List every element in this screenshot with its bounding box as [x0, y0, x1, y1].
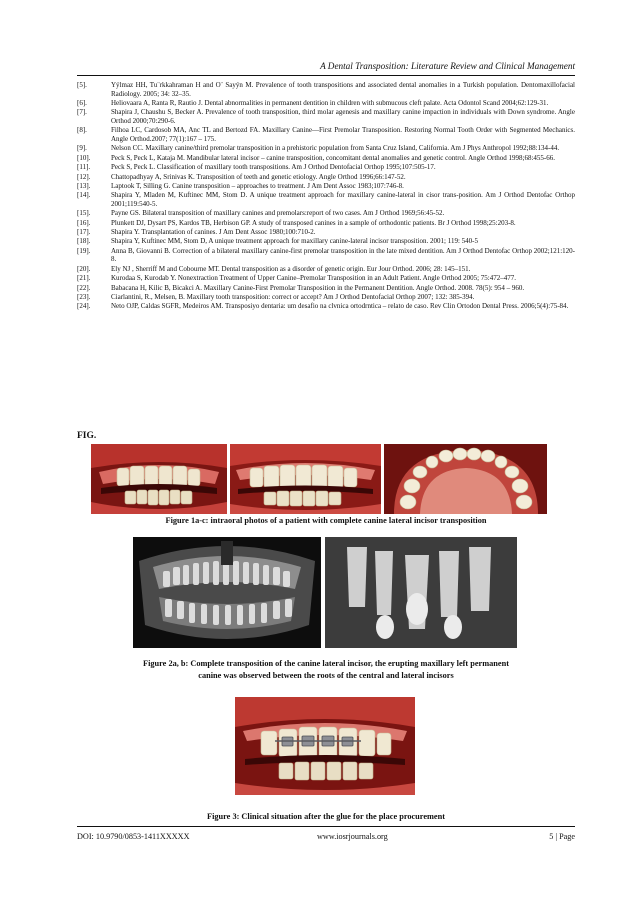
reference-number: [12]. — [77, 172, 91, 181]
footer-doi: DOI: 10.9790/0853-1411XXXXX — [77, 832, 190, 841]
figures-heading: FIG. — [77, 431, 97, 441]
reference-number: [19]. — [77, 246, 91, 255]
reference-item — [77, 108, 575, 125]
figure-1-caption: Figure 1a-c: intraoral photos of a patient with complete canine lateral incisor transposition — [165, 516, 487, 525]
reference-text: Ely NJ , Sherriff M and Cobourne MT. Dental transposition as a disorder of genetic origin. Eur Jour Orthod. 2006; 28: 145–151. — [111, 264, 471, 273]
reference-item — [77, 154, 575, 163]
footer-page-number: 5 | Page — [549, 832, 575, 841]
reference-item — [77, 182, 575, 191]
reference-number: [21]. — [77, 274, 91, 283]
reference-text: Shapira Y, Kuftinec MM, Stom D, A unique treatment approach for maxillary canine-lateral incisor transposition. 2001; 119: 540-5 — [111, 237, 478, 246]
reference-item — [77, 265, 575, 274]
reference-text: Filhoa LC, Cardosob MA, Anc TL and Bertozd FA. Maxillary Canine—First Premolar Transposition. Restoring Normal Tooth Order with Segmented Mechanics. Angle Orthod.2007; 77(1):167 – 175. — [111, 126, 575, 143]
figure-2a-panoramic-xray — [133, 537, 321, 648]
reference-item — [77, 247, 575, 264]
reference-item — [77, 99, 575, 108]
reference-text: Shapira Y, Mladen M, Kuftinec MM, Stom D. A unique treatment approach for maxillary canine-lateral in cisor trans-position. Am J Orthod Dentofac Orthop 2001;119:540-5. — [111, 191, 575, 208]
reference-item — [77, 302, 575, 311]
reference-list — [77, 81, 575, 312]
reference-text: Neto OJP, Caldas SGFR, Medeiros AM. Transposiyo dentaria: um desafio na clvnica ortodrntica – relato de caso. Rev Clin Ortodon Dental Press. 2006;5(4):75-84. — [111, 302, 569, 311]
reference-text: Laptook T, Silling G. Canine transposition – approaches to treatment. J Am Dent Assoc 1983;107:746-8. — [111, 181, 404, 190]
reference-text: Babacana H, Kilic B, Bicakci A. Maxillary Canine-First Premolar Transposition in the Permanent Dentition. Angle Orthod. 2008. 78(5): 954 – 960. — [111, 283, 525, 292]
reference-number: [22]. — [77, 283, 91, 292]
reference-text: Plunkett DJ, Dysart PS, Kardos TB, Herbison GP. A study of transposed canines in a sample of orthodontic patients. Br J Orthod 1998;25:203-8. — [111, 218, 516, 227]
reference-number: [24]. — [77, 302, 91, 311]
reference-text: Nelson CC. Maxillary canine/third premolar transposition in a prehistoric population from Santa Cruz Island, California. Am J Phys Anthropol 1992;88:134-44. — [111, 144, 560, 153]
reference-number: [5]. — [77, 81, 87, 89]
reference-text: Ciarlantini, R., Melsen, B. Maxillary tooth transposition: correct or accept? Am J Orthod Dentofacial Orthop 2007; 132: 385-394. — [111, 293, 475, 301]
footer-url-link[interactable]: www.iosrjournals.org — [317, 832, 388, 841]
reference-text: Kurodaa S, Kurodab Y. Nonextraction Treatment of Upper Canine–Premolar Transposition in an Adult Patient. Angle Orthod 2005; 75:472–477. — [111, 274, 516, 283]
reference-number: [9]. — [77, 144, 87, 153]
reference-number: [11]. — [77, 163, 91, 172]
reference-text: Heliovaara A, Ranta R, Rautio J. Dental abnormalities in permanent dentition in children with submucous cleft palate. Acta Odontol Scand 2004;62:129-31. — [111, 98, 549, 107]
reference-item — [77, 219, 575, 228]
reference-item — [77, 81, 575, 98]
reference-number: [8]. — [77, 126, 87, 135]
reference-number: [23]. — [77, 293, 91, 301]
reference-number: [10]. — [77, 153, 91, 162]
reference-text: Yýlmaz HH, Tu¨rkkahraman H and O¨ Sayýn M. Prevalence of tooth transpositions and associated dental anomalies in a Turkish population. Dentomaxillofacial Radiology. 2005; 34: 32–35. — [111, 81, 575, 98]
reference-number: [18]. — [77, 237, 91, 246]
reference-item — [77, 191, 575, 208]
reference-item — [77, 237, 575, 246]
figure-3-caption: Figure 3: Clinical situation after the glue for the place procurement — [207, 812, 445, 821]
reference-item — [77, 293, 575, 302]
reference-item — [77, 173, 575, 182]
figure-1c-occlusal-photo — [384, 444, 547, 514]
figure-2-caption-line-2: canine was observed between the roots of the central and lateral incisors — [198, 671, 454, 680]
reference-item — [77, 274, 575, 283]
reference-number: [14]. — [77, 191, 91, 200]
running-header-title: A Dental Transposition: Literature Review and Clinical Management — [320, 61, 575, 71]
reference-number: [13]. — [77, 181, 91, 190]
figure-2-caption-line-1: Figure 2a, b: Complete transposition of the canine lateral incisor, the erupting maxillary left permanent — [143, 659, 509, 668]
reference-number: [20]. — [77, 264, 91, 273]
reference-text: Peck S, Peck L, Kataja M. Mandibular lateral incisor – canine transposition, concomitant dental anomalies and genetic control. Angle Orthod 1998;68:455-66. — [111, 153, 556, 162]
reference-text: Payne GS. Bilateral transposition of maxillary canines and premolars:report of two cases. Am J Orthod 1969;56:45-52. — [111, 209, 445, 218]
figure-1b-intraoral-photo — [230, 444, 381, 514]
reference-text: Anna B, Giovanni B. Correction of a bilateral maxillary canine-first premolar transposition in the late mixed dentition. Am J Orthod Dentofac Orthop 2002;121:120-8. — [111, 246, 575, 264]
reference-item — [77, 209, 575, 218]
figure-3-clinical-photo — [235, 697, 415, 795]
reference-text: Peck S, Peck L. Classification of maxillary tooth transpositions. Am J Orthod Dentofacial Orthop 1995;107:505-17. — [111, 163, 436, 172]
reference-item — [77, 163, 575, 172]
reference-item — [77, 126, 575, 143]
reference-number: [6]. — [77, 98, 87, 107]
reference-number: [7]. — [77, 108, 87, 117]
figure-1a-intraoral-photo — [91, 444, 227, 514]
reference-item — [77, 144, 575, 153]
reference-number: [16]. — [77, 218, 91, 227]
reference-number: [15]. — [77, 209, 91, 218]
header-divider — [77, 75, 575, 76]
reference-number: [17]. — [77, 228, 91, 237]
reference-item — [77, 228, 575, 237]
reference-item — [77, 284, 575, 293]
reference-text: Shapira Y. Transplantation of canines. J Am Dent Assoc 1980;100:710-2. — [111, 228, 316, 237]
footer-divider — [77, 826, 575, 827]
reference-text: Chattopadhyay A, Srinivas K. Transposition of teeth and genetic etiology. Angle Orthod 1996;66:147-52. — [111, 172, 406, 181]
figure-2b-periapical-xray — [325, 537, 517, 648]
reference-text: Shapira J, Chaushu S, Becker A. Prevalence of tooth transposition, third molar agenesis and maxillary canine impaction in individuals with Down syndrome. Angle Orthod 2000;70:290-6. — [111, 108, 575, 125]
